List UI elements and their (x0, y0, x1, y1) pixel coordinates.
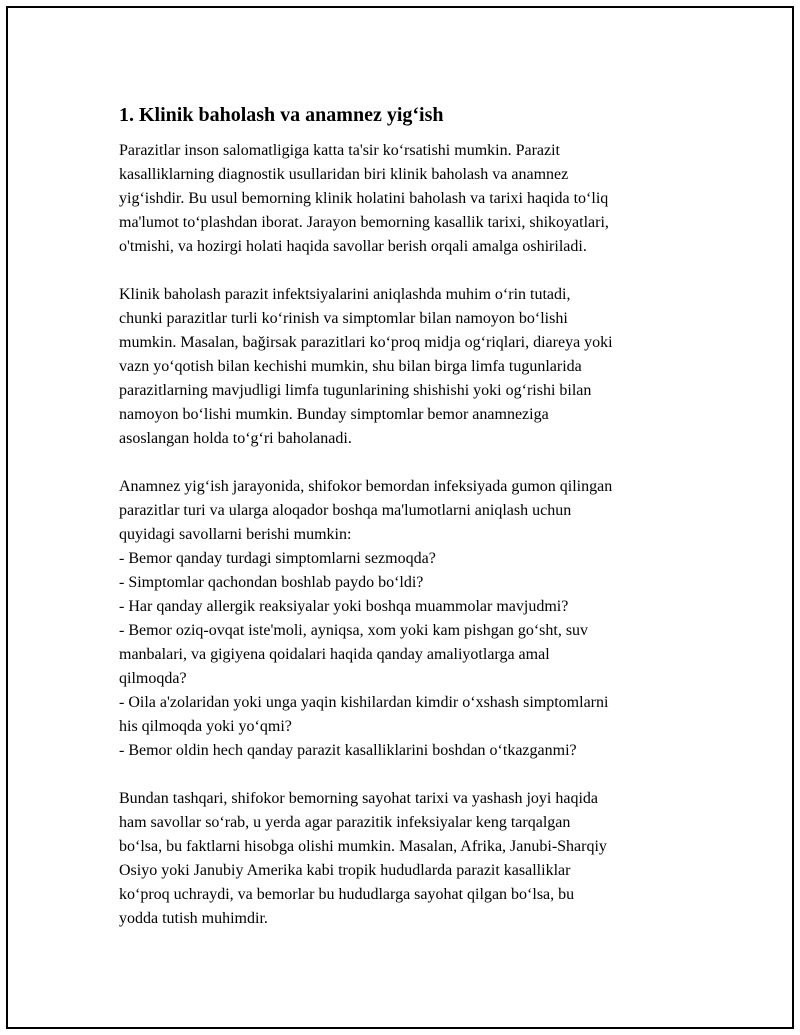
text-line: asoslangan holda to‘g‘ri baholanadi. (119, 430, 352, 447)
text-line: namoyon bo‘lishi mumkin. Bunday simptomlar bemor anamneziga (119, 406, 549, 423)
text-line: qilmoqda? (119, 670, 187, 687)
text-line: yig‘ishdir. Bu usul bemorning klinik holatini baholash va tarixi haqida to‘liq (119, 190, 609, 207)
paragraph-text (119, 475, 699, 763)
paragraph-text (119, 139, 699, 259)
list-item: - Bemor qanday turdagi simptomlarni sezmoqda? (119, 550, 436, 567)
paragraph-text (119, 283, 699, 451)
text-line: yodda tutish muhimdir. (119, 910, 268, 927)
text-line: o'tmishi, va hozirgi holati haqida savollar berish orqali amalga oshiriladi. (119, 238, 587, 255)
text-line: Bundan tashqari, shifokor bemorning sayohat tarixi va yashash joyi haqida (119, 790, 599, 807)
list-item: - Bemor oziq-ovqat iste'moli, ayniqsa, xom yoki kam pishgan go‘sht, suv (119, 622, 589, 639)
text-line: kasalliklarning diagnostik usullaridan biri klinik baholash va anamnez (119, 166, 569, 183)
list-item: - Oila a'zolaridan yoki unga yaqin kishilardan kimdir o‘xshash simptomlarni (119, 694, 609, 711)
paragraph-text (119, 787, 699, 931)
text-line: Osiyo yoki Janubiy Amerika kabi tropik hududlarda parazit kasalliklar (119, 862, 571, 879)
paragraph-2 (119, 283, 699, 451)
paragraph-3 (119, 475, 699, 763)
text-line: bo‘lsa, bu faktlarni hisobga olishi mumkin. Masalan, Afrika, Janubi-Sharqiy (119, 838, 607, 855)
text-line: ham savollar so‘rab, u yerda agar parazitik infeksiyalar keng tarqalgan (119, 814, 571, 831)
paragraph-1 (119, 139, 699, 259)
text-line: parazitlarning mavjudligi limfa tugunlarining shishishi yoki og‘rishi bilan (119, 382, 592, 399)
text-line: his qilmoqda yoki yo‘qmi? (119, 718, 292, 735)
text-line: ko‘proq uchraydi, va bemorlar bu hududlarga sayohat qilgan bo‘lsa, bu (119, 886, 575, 903)
section-heading: 1. Klinik baholash va anamnez yig‘ish (119, 104, 444, 126)
text-line: quyidagi savollarni berishi mumkin: (119, 526, 352, 543)
text-line: manbalari, va gigiyena qoidalari haqida qanday amaliyotlarga amal (119, 646, 550, 663)
text-line: ma'lumot to‘plashdan iborat. Jarayon bemorning kasallik tarixi, shikoyatlari, (119, 214, 609, 231)
text-line: Klinik baholash parazit infektsiyalarini aniqlashda muhim o‘rin tutadi, (119, 286, 571, 303)
page-frame (6, 6, 794, 1029)
list-item: - Simptomlar qachondan boshlab paydo bo‘ldi? (119, 574, 424, 591)
document-body (119, 101, 699, 955)
text-line: Parazitlar inson salomatligiga katta ta'sir ko‘rsatishi mumkin. Parazit (119, 142, 560, 159)
text-line: chunki parazitlar turli ko‘rinish va simptomlar bilan namoyon bo‘lishi (119, 310, 568, 327)
text-line: Anamnez yig‘ish jarayonida, shifokor bemordan infeksiyada gumon qilingan (119, 478, 613, 495)
list-item: - Bemor oldin hech qanday parazit kasalliklarini boshdan o‘tkazganmi? (119, 742, 577, 759)
paragraph-4 (119, 787, 699, 931)
text-line: parazitlar turi va ularga aloqador boshqa ma'lumotlarni aniqlash uchun (119, 502, 572, 519)
text-line: vazn yo‘qotish bilan kechishi mumkin, shu bilan birga limfa tugunlarida (119, 358, 582, 375)
list-item: - Har qanday allergik reaksiyalar yoki boshqa muammolar mavjudmi? (119, 598, 569, 615)
text-line: mumkin. Masalan, bağirsak parazitlari ko‘proq midja og‘riqlari, diareya yoki (119, 334, 613, 351)
